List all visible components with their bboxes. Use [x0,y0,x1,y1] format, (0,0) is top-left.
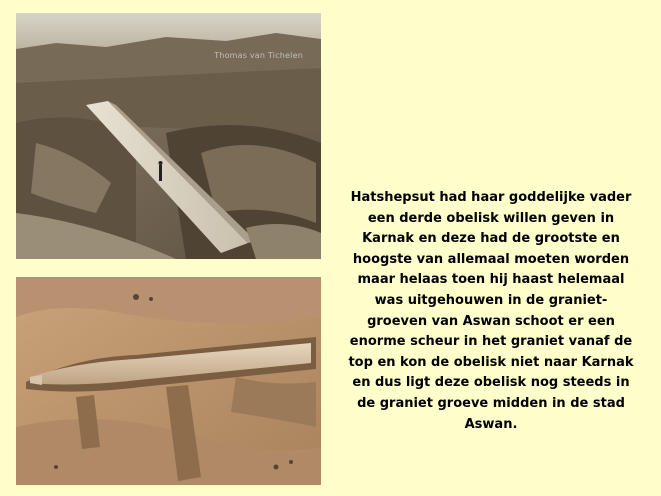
caption-line: top en kon de obelisk niet naar Karnak [348,354,634,370]
caption-line: was uitgehouwen in de graniet- [374,292,608,308]
caption-line: hoogste van allemaal moeten worden [352,251,630,267]
quarry-photo-bottom [16,277,321,485]
quarry-photo-bottom-image [16,277,321,485]
caption-line: Karnak en deze had de grootste en [362,231,620,247]
caption-line: de graniet groeve midden in de stad [357,395,625,411]
caption-line: enorme scheur in het graniet vanaf de [349,334,633,350]
quarry-photo-top-image [16,13,321,259]
caption-text [332,188,650,435]
quarry-photo-top [16,13,321,259]
caption-line: groeven van Aswan schoot er een [367,313,615,329]
caption-line: een derde obelisk willen geven in [367,210,615,226]
caption-line: en dus ligt deze obelisk nog steeds in [352,375,630,391]
caption-line: maar helaas toen hij haast helemaal [357,272,625,288]
photo-watermark: Thomas van Tichelen [214,51,303,60]
caption-line: Hatshepsut had haar goddelijke vader [350,190,632,205]
caption-line: Aswan. [464,416,518,432]
